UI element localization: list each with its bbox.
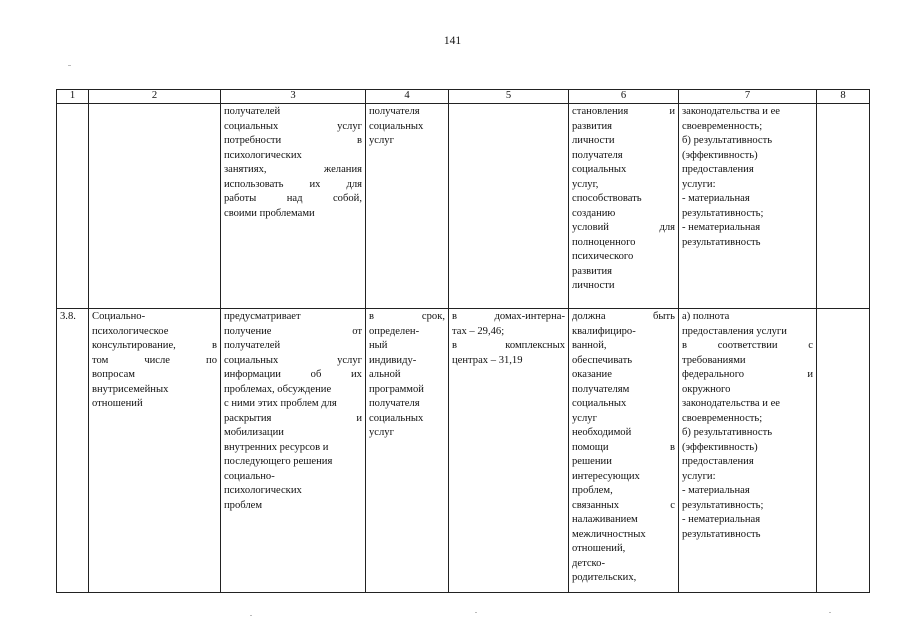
- text-line: психологических: [224, 485, 302, 496]
- text-line: [572, 221, 675, 236]
- column-header: 8: [817, 90, 870, 104]
- text-word: в: [452, 311, 458, 322]
- text-line: [224, 325, 362, 340]
- text-line: услуги:: [682, 178, 716, 190]
- column-header: 3: [221, 90, 366, 104]
- text-line: ванной,: [572, 340, 607, 351]
- text-line: мобилизации: [224, 427, 284, 438]
- text-word: домах-интерна-: [494, 311, 565, 322]
- text-line: [572, 310, 675, 325]
- text-line: получателей: [224, 340, 281, 351]
- text-word: комплексных: [505, 340, 565, 351]
- table-row: [57, 309, 870, 593]
- text-word: использовать: [224, 178, 284, 190]
- text-line: [572, 105, 675, 120]
- text-word: с: [808, 340, 813, 351]
- text-line: обеспечивать: [572, 354, 633, 366]
- text-word: условий: [572, 222, 609, 233]
- text-line: тах – 29,46;: [452, 325, 505, 337]
- text-word: занятиях,: [224, 164, 267, 175]
- text-line: [224, 134, 362, 149]
- text-line: получателя: [369, 398, 420, 409]
- text-line: требованиями: [682, 354, 746, 366]
- text-line: окружного: [682, 383, 731, 395]
- table-cell: [449, 309, 569, 593]
- text-word: для: [346, 178, 362, 190]
- column-header: 4: [366, 90, 449, 104]
- text-line: программой: [369, 383, 424, 395]
- text-line: [452, 310, 565, 325]
- text-line: своевременность;: [682, 120, 763, 132]
- text-line: (эффективность): [682, 441, 758, 453]
- text-line: [92, 339, 217, 354]
- text-line: внутренних ресурсов и: [224, 441, 329, 453]
- text-line: центрах – 31,19: [452, 354, 523, 366]
- text-word: от: [352, 325, 362, 337]
- text-word: собой,: [332, 193, 362, 204]
- text-line: своевременность;: [682, 412, 763, 424]
- services-table: [56, 89, 870, 593]
- text-word: том: [92, 354, 109, 366]
- text-word: услуг: [337, 120, 362, 132]
- table-cell: [366, 309, 449, 593]
- text-line: [224, 412, 362, 427]
- page-number: 141: [443, 35, 462, 47]
- scan-speck: [475, 612, 477, 613]
- text-line: психологических: [224, 149, 302, 161]
- text-line: б) результативность: [682, 135, 773, 146]
- text-line: ный: [369, 340, 388, 351]
- column-header: 7: [679, 90, 817, 104]
- text-line: социальных: [369, 412, 424, 424]
- text-word: и: [807, 369, 813, 380]
- text-word: работы: [224, 193, 257, 204]
- text-line: [224, 368, 362, 383]
- table-cell: [221, 309, 366, 593]
- text-word: в: [369, 311, 375, 322]
- text-word: социальных: [224, 354, 279, 366]
- text-line: получателя: [369, 106, 420, 117]
- text-line: [369, 310, 445, 325]
- text-line: определен-: [369, 325, 420, 337]
- text-line: индивиду-: [369, 354, 417, 366]
- text-line: [572, 499, 675, 514]
- table-cell: [569, 309, 679, 593]
- text-line: социальных: [572, 398, 627, 409]
- text-line: последующего решения: [224, 456, 333, 467]
- text-line: интересующих: [572, 470, 640, 482]
- text-word: по: [206, 354, 217, 366]
- text-line: - нематериальная: [682, 222, 761, 233]
- text-line: [224, 192, 362, 207]
- text-line: 3.8.: [60, 311, 76, 322]
- text-line: [572, 441, 675, 456]
- text-line: (эффективность): [682, 149, 758, 161]
- table-cell: [89, 104, 221, 309]
- column-header: 5: [449, 90, 569, 104]
- text-word: в: [682, 340, 688, 351]
- text-word: с: [670, 499, 675, 511]
- text-line: [224, 120, 362, 135]
- text-line: Социально-: [92, 311, 146, 322]
- table-cell: [57, 104, 89, 309]
- text-word: числе: [144, 354, 171, 366]
- text-word: срок,: [421, 311, 445, 322]
- text-line: проблемах, обсуждение: [224, 383, 332, 395]
- text-line: отношений,: [572, 543, 626, 554]
- text-line: созданию: [572, 207, 616, 219]
- text-line: - материальная: [682, 485, 750, 496]
- table-cell: [569, 104, 679, 309]
- text-line: законодательства и ее: [682, 398, 780, 409]
- text-line: личности: [572, 135, 615, 146]
- column-header: 6: [569, 90, 679, 104]
- text-line: социально-: [224, 470, 275, 482]
- text-line: оказание: [572, 369, 612, 380]
- text-line: [224, 178, 362, 193]
- text-line: услуг: [572, 412, 597, 424]
- text-line: получателей: [224, 106, 281, 117]
- text-line: [92, 354, 217, 369]
- text-line: развития: [572, 265, 613, 277]
- text-line: - материальная: [682, 193, 750, 204]
- text-line: родительских,: [572, 572, 637, 583]
- text-word: получение: [224, 325, 272, 337]
- text-word: раскрытия: [224, 412, 272, 424]
- text-line: своими проблемами: [224, 207, 315, 219]
- text-word: быть: [653, 311, 675, 322]
- table-cell: [221, 104, 366, 309]
- text-word: консультирование,: [92, 340, 176, 351]
- text-line: внутрисемейных: [92, 383, 169, 395]
- text-line: альной: [369, 369, 401, 380]
- table-cell: [366, 104, 449, 309]
- text-word: должна: [572, 311, 606, 322]
- table-cell: [679, 104, 817, 309]
- text-word: соответствии: [717, 340, 778, 351]
- text-line: результативность: [682, 528, 761, 540]
- text-word: в: [452, 340, 458, 351]
- text-word: помощи: [572, 441, 609, 453]
- text-line: услуг: [369, 427, 394, 438]
- text-line: результативность;: [682, 207, 764, 219]
- scan-speck: [829, 612, 831, 613]
- text-line: проблем,: [572, 485, 613, 496]
- text-line: решении: [572, 456, 612, 467]
- text-line: предоставления: [682, 456, 754, 467]
- column-header: 2: [89, 90, 221, 104]
- text-word: федерального: [682, 369, 745, 380]
- text-line: получателям: [572, 383, 630, 395]
- text-line: отношений: [92, 398, 143, 409]
- text-word: потребности: [224, 135, 282, 146]
- text-word: их: [351, 369, 362, 380]
- text-word: для: [659, 222, 675, 233]
- text-line: [682, 368, 813, 383]
- text-line: б) результативность: [682, 427, 773, 438]
- text-line: результативность: [682, 236, 761, 248]
- table-cell: [449, 104, 569, 309]
- text-line: социальных: [369, 120, 424, 132]
- text-word: социальных: [224, 120, 279, 132]
- scan-speck: [250, 615, 252, 616]
- text-line: получателя: [572, 149, 623, 161]
- text-word: над: [286, 193, 303, 204]
- text-line: [224, 163, 362, 178]
- table-cell: [817, 104, 870, 309]
- text-line: [452, 339, 565, 354]
- text-word: их: [309, 178, 321, 190]
- text-line: психического: [572, 251, 634, 262]
- text-line: социальных: [572, 164, 627, 175]
- text-line: законодательства и ее: [682, 106, 780, 117]
- table-cell: [57, 309, 89, 593]
- text-line: квалифициро-: [572, 325, 636, 337]
- text-line: налаживанием: [572, 514, 638, 525]
- text-line: с ними этих проблем для: [224, 398, 337, 409]
- text-line: предусматривает: [224, 311, 301, 322]
- text-line: предоставления услуги: [682, 325, 787, 337]
- text-word: об: [310, 369, 322, 380]
- text-word: и: [669, 106, 675, 117]
- table-cell: [817, 309, 870, 593]
- text-line: услуг: [369, 135, 394, 146]
- text-line: проблем: [224, 499, 263, 511]
- text-line: способствовать: [572, 193, 642, 204]
- text-line: необходимой: [572, 427, 632, 438]
- text-line: результативность;: [682, 499, 764, 511]
- text-word: услуг: [337, 354, 362, 366]
- text-line: услуг,: [572, 178, 599, 190]
- text-line: [682, 339, 813, 354]
- text-line: межличностных: [572, 528, 646, 540]
- text-word: в: [669, 441, 675, 453]
- text-word: желания: [323, 164, 362, 175]
- text-line: [224, 354, 362, 369]
- text-line: детско-: [572, 557, 605, 569]
- text-word: и: [356, 412, 362, 424]
- scan-speck: [68, 65, 71, 66]
- text-line: - нематериальная: [682, 514, 761, 525]
- text-line: вопросам: [92, 369, 135, 380]
- text-line: а) полнота: [682, 311, 730, 322]
- text-word: в: [356, 135, 362, 146]
- text-line: полноценного: [572, 236, 636, 248]
- table-row: [57, 104, 870, 309]
- text-word: становления: [572, 106, 629, 117]
- text-word: связанных: [572, 499, 620, 511]
- text-line: предоставления: [682, 164, 754, 175]
- column-header: 1: [57, 90, 89, 104]
- text-word: информации: [224, 369, 281, 380]
- text-line: услуги:: [682, 470, 716, 482]
- column-number-row: [57, 90, 870, 104]
- table-cell: [89, 309, 221, 593]
- text-line: личности: [572, 280, 615, 291]
- text-line: развития: [572, 120, 613, 132]
- text-line: психологическое: [92, 325, 169, 337]
- text-word: в: [211, 340, 217, 351]
- table-cell: [679, 309, 817, 593]
